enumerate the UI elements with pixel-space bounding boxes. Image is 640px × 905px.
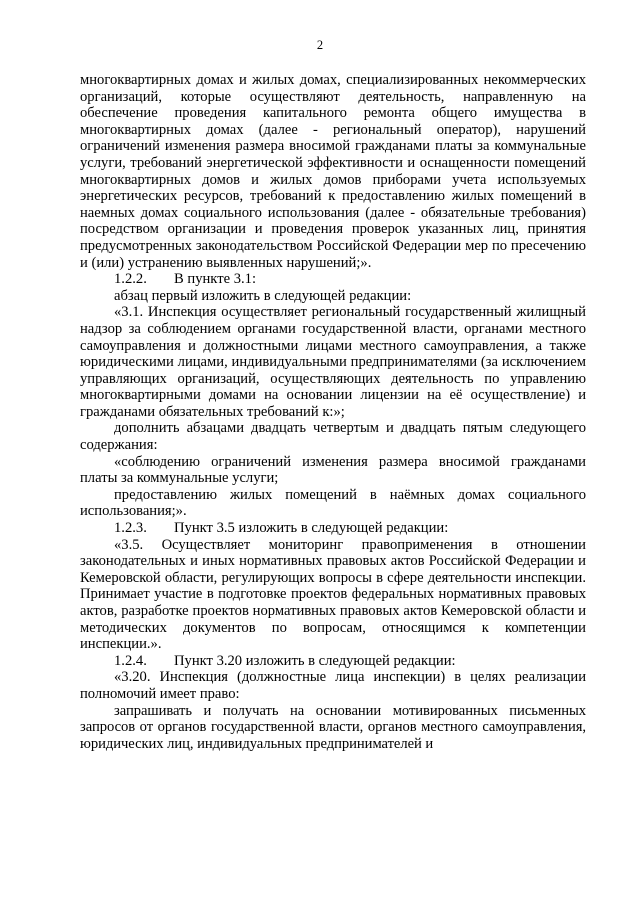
clause-text: Пункт 3.20 изложить в следующей редакции: (174, 652, 456, 669)
paragraph: запрашивать и получать на основании мотивированных письменных запросов от органов государственной власти, органов местного самоуправления, юридических лиц, индивидуальных предпринимателей и (80, 702, 586, 752)
clause-1-2-3 (80, 520, 586, 537)
clause-number: 1.2.3. (114, 520, 147, 537)
paragraph: предоставлению жилых помещений в наёмных домах социального использования;». (80, 486, 586, 520)
page-number: 2 (316, 38, 324, 52)
clause-1-2-4 (80, 653, 586, 670)
document-body (80, 72, 586, 752)
paragraph: «соблюдению ограничений изменения размера вносимой гражданами платы за коммунальные услуги; (80, 453, 586, 487)
paragraph: дополнить абзацами двадцать четвертым и двадцать пятым следующего содержания: (80, 420, 586, 454)
paragraph: «3.20. Инспекция (должностные лица инспекции) в целях реализации полномочий имеет право: (80, 669, 586, 702)
paragraph: «3.5. Осуществляет мониторинг правоприменения в отношении законодательных и иных нормативных правовых актов Российской Федерации и Кемеровской области, регулирующих вопросы в сфере деятельности инспекции. Принимает участие в подготовке проектов федеральных нормативных правовых актов, разработке проектов нормативных правовых актов Кемеровской области и методических документов по вопросам, относящимся к компетенции инспекции.». (80, 536, 586, 653)
clause-text: В пункте 3.1: (174, 271, 256, 288)
paragraph: абзац первый изложить в следующей редакции: (114, 287, 412, 304)
clause-number: 1.2.2. (114, 271, 147, 288)
clause-1-2-2 (80, 271, 586, 288)
clause-number: 1.2.4. (114, 652, 147, 669)
clause-text: Пункт 3.5 изложить в следующей редакции: (174, 520, 449, 537)
paragraph: «3.1. Инспекция осуществляет региональный государственный жилищный надзор за соблюдением органами государственной власти, органами местного самоуправления и должностными лицами местного самоуправления, а также юридическими лицами, индивидуальными предпринимателями (за исключением управляющих организаций, осуществляющих деятельность по управлению многоквартирными домами на основании лицензии на её осуществление) и гражданами обязательных требований к:»; (80, 304, 586, 420)
paragraph-continuation: многоквартирных домах и жилых домах, специализированных некоммерческих организаций, которые осуществляют деятельность, направленную на обеспечение проведения капитального ремонта общего имущества в многоквартирных домах (далее - региональный оператор), нарушений ограничений изменения размера вносимой гражданами платы за коммунальные услуги, требований энергетической эффективности и оснащенности помещений многоквартирных домов и жилых домов приборами учета используемых энергетических ресурсов, требований к предоставлению жилых помещений в наемных домах социального использования (далее - обязательные требования) посредством организации и проведения проверок указанных лиц, принятия предусмотренных законодательством Российской Федерации мер по пресечению и (или) устранению выявленных нарушений;». (80, 72, 586, 271)
